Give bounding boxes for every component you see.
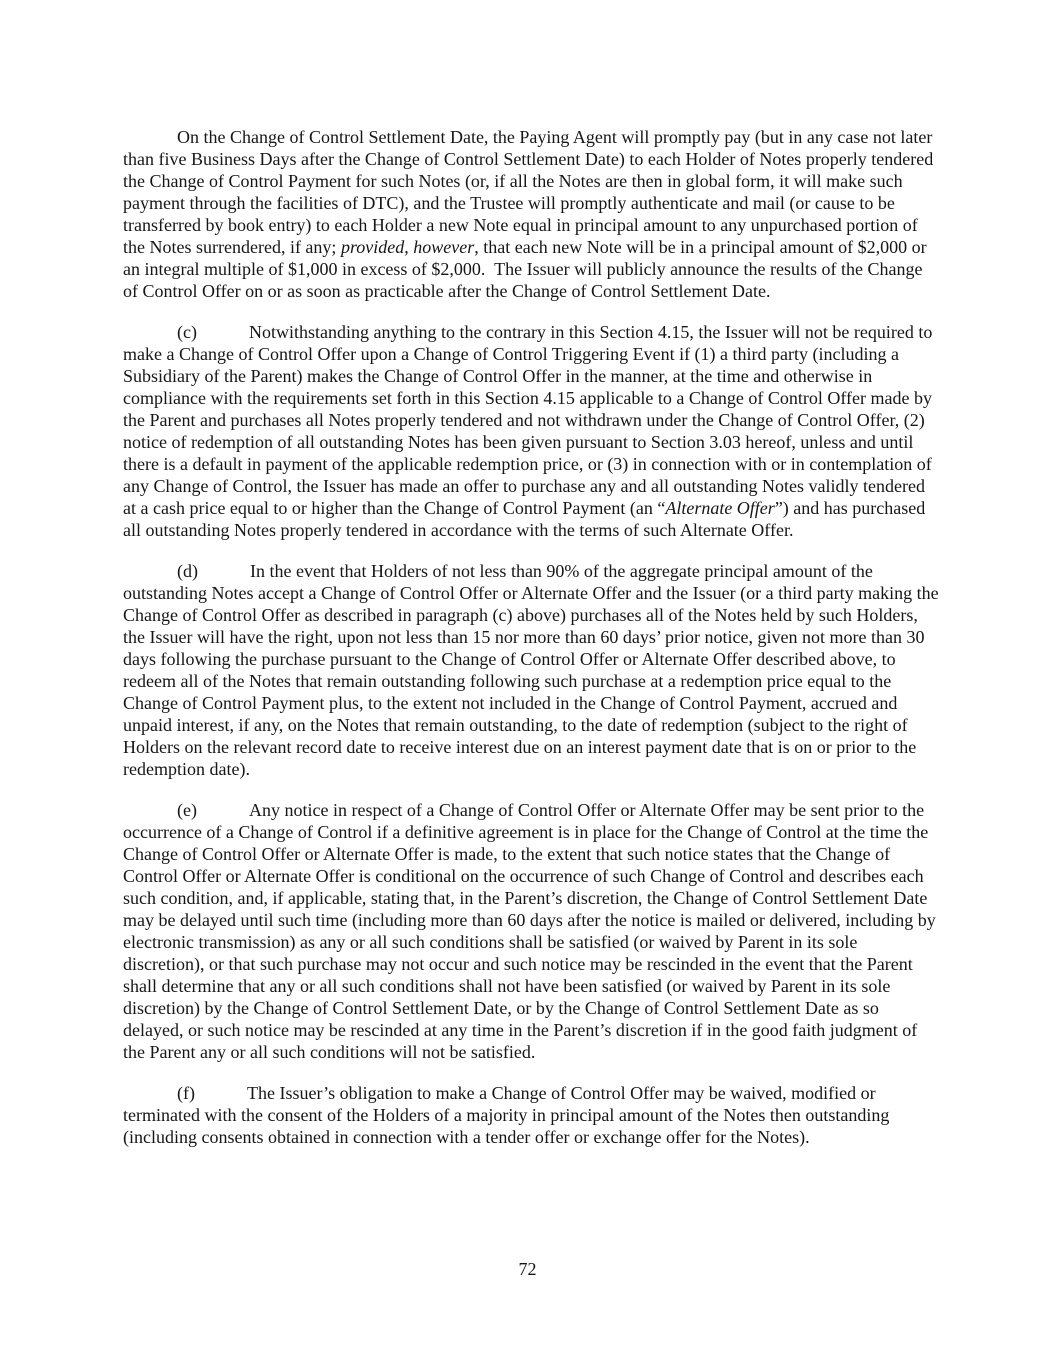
text-run: In the event that Holders of not less than 90% of the aggregate principal amount of the outstanding Notes accept a Change of Control Offer or Alternate Offer and the Issuer (or a third party making the Change of Control Offer as described in paragraph (c) above) purchases all of the Notes held by such Holders, the Issuer will have the right, upon not less than 15 nor more than 60 days’ prior notice, given not more than 30 days following the purchase pursuant to the Change of Control Offer or Alternate Offer described above, to redeem all of the Notes that remain outstanding following such purchase at a redemption price equal to the Change of Control Payment plus, to the extent not included in the Change of Control Payment, accrued and unpaid interest, if any, on the Notes that remain outstanding, to the date of redemption (subject to the right of Holders on the relevant record date to receive interest due on an interest payment date that is on or prior to the redemption date). <box>123 561 944 779</box>
paragraph-label: (c) <box>177 322 197 342</box>
paragraph-label: (f) <box>177 1083 195 1103</box>
text-run-italic: provided <box>340 237 405 257</box>
text-run-italic: Alternate Offer <box>665 498 775 518</box>
text-run: , that each new Note will be in a principal amount of $2,000 or an integral multiple of $1,000 in excess of $2,000. The Issuer will publicly announce the results of the Change of Control Offer on or as soon as practicable after the Change of Control Settlement Date. <box>123 237 932 301</box>
text-run: , <box>404 237 414 257</box>
document-body <box>123 126 944 1167</box>
text-run: On the Change of Control Settlement Date, the Paying Agent will promptly pay (but in any case not later than five Business Days after the Change of Control Settlement Date) to each Holder of Notes properly tendered the Change of Control Payment for such Notes (or, if all the Notes are then in global form, it will make such payment through the facilities of DTC), and the Trustee will promptly authenticate and mail (or cause to be transferred by book entry) to each Holder a new Note equal in principal amount to any unpurchased portion of the Notes surrendered, if any; <box>123 127 938 257</box>
text-run: The Issuer’s obligation to make a Change of Control Offer may be waived, modified or terminated with the consent of the Holders of a majority in principal amount of the Notes then outstanding (including consents obtained in connection with a tender offer or exchange offer for the Notes). <box>123 1083 894 1147</box>
paragraph <box>123 321 941 541</box>
paragraph <box>123 560 944 780</box>
page-number: 72 <box>518 1259 537 1279</box>
text-run: Notwithstanding anything to the contrary in this Section 4.15, the Issuer will not be required to make a Change of Control Offer upon a Change of Control Triggering Event if (1) a third party (including a Subsidiary of the Parent) makes the Change of Control Offer in the manner, at the time and otherwise in compliance with the requirements set forth in this Section 4.15 applicable to a Change of Control Offer made by the Parent and purchases all Notes properly tendered and not withdrawn under the Change of Control Offer, (2) notice of redemption of all outstanding Notes has been given pursuant to Section 3.03 hereof, unless and until there is a default in payment of the applicable redemption price, or (3) in connection with or in contemplation of any Change of Control, the Issuer has made an offer to purchase any and all outstanding Notes validly tendered at a cash price equal to or higher than the Change of Control Payment (an “ <box>123 322 937 518</box>
text-run: Any notice in respect of a Change of Control Offer or Alternate Offer may be sent prior to the occurrence of a Change of Control if a definitive agreement is in place for the Change of Control at the time the Change of Control Offer or Alternate Offer is made, to the extent that such notice states that the Change of Control Offer or Alternate Offer is conditional on the occurrence of such Change of Control and describes each such condition, and, if applicable, stating that, in the Parent’s discretion, the Change of Control Settlement Date may be delayed until such time (including more than 60 days after the notice is mailed or delivered, including by electronic transmission) as any or all such conditions shall be satisfied (or waived by Parent in its sole discretion), or that such purchase may not occur and such notice may be rescinded in the event that the Parent shall determine that any or all such conditions shall not have been satisfied (or waived by Parent in its sole discretion) by the Change of Control Settlement Date, or by the Change of Control Settlement Date as so delayed, or such notice may be rescinded at any time in the Parent’s discretion if in the good faith judgment of the Parent any or all such conditions will not be satisfied. <box>123 800 941 1062</box>
paragraph <box>123 1082 941 1148</box>
text-run: ”) and has purchased all outstanding Notes properly tendered in accordance with the terms of such Alternate Offer. <box>123 498 930 540</box>
text-run-italic: however <box>413 237 475 257</box>
paragraph-label: (d) <box>177 561 198 581</box>
paragraph <box>123 126 941 302</box>
paragraph <box>123 799 941 1063</box>
paragraph-label: (e) <box>177 800 197 820</box>
